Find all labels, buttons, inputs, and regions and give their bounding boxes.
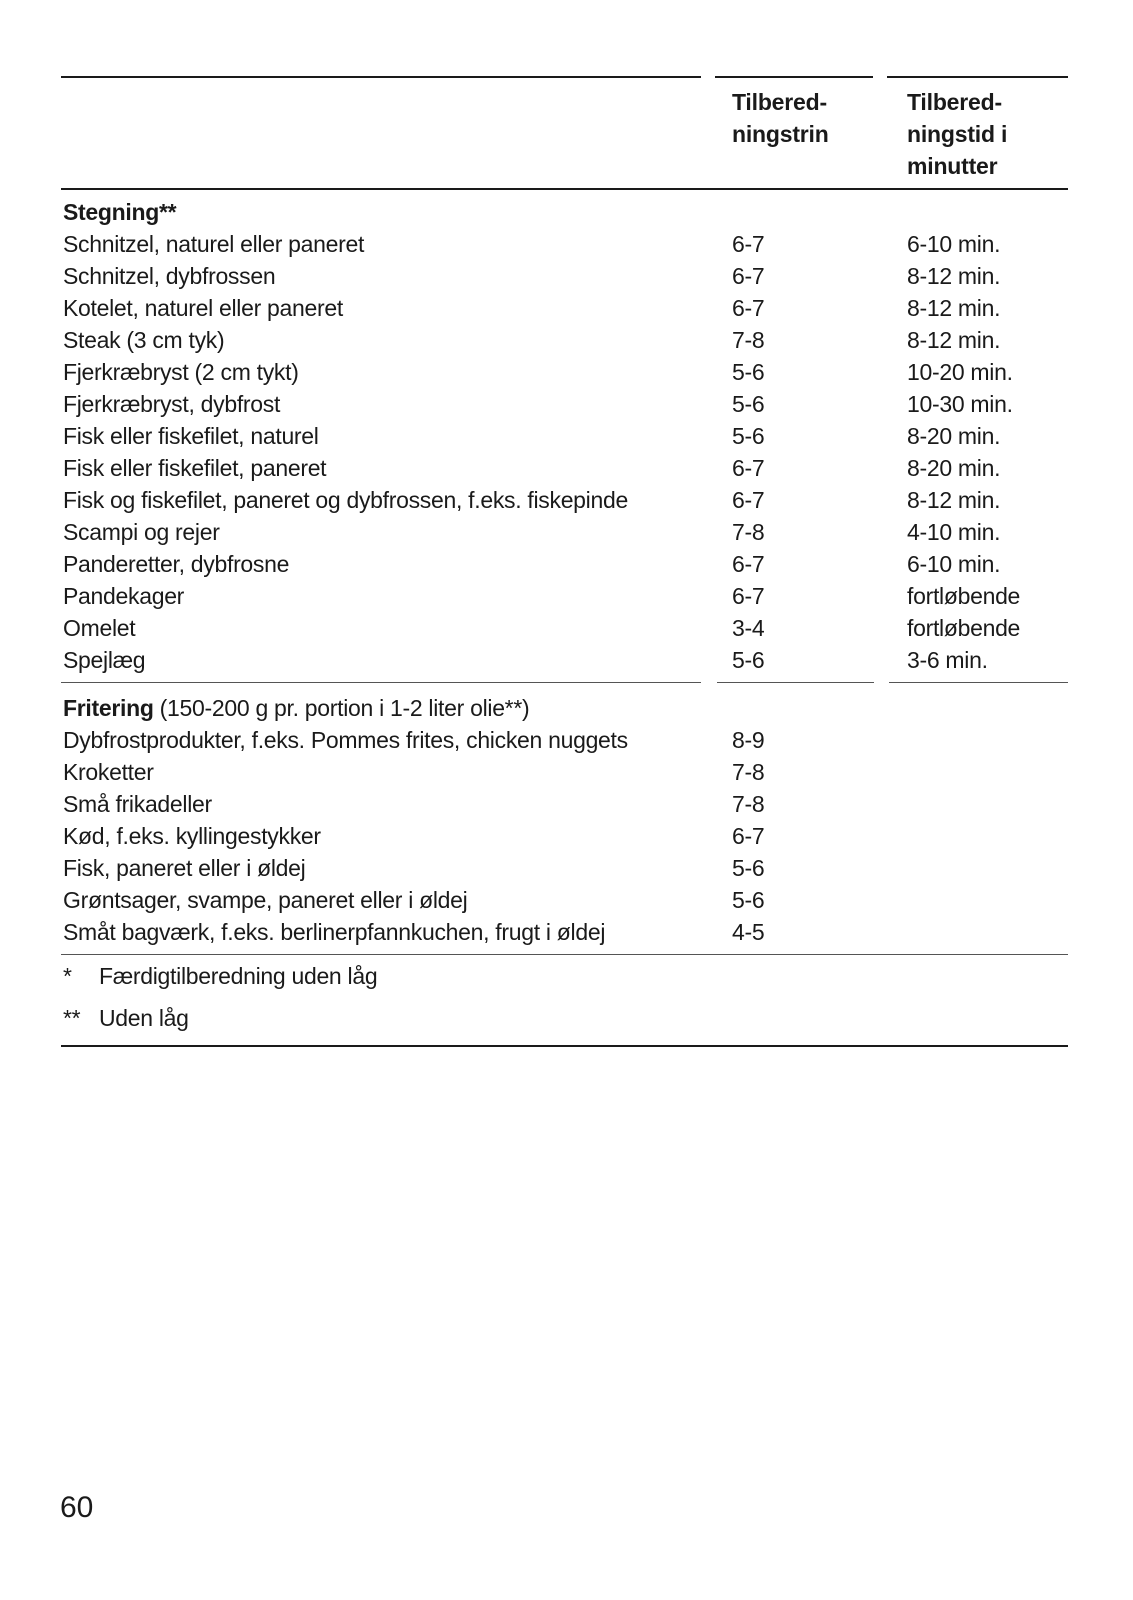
table-header	[61, 78, 1068, 190]
dish-name: Fjerkræbryst, dybfrost	[63, 391, 281, 417]
dish-name: Kød, f.eks. kyllingestykker	[63, 823, 321, 849]
cooking-level: 5-6	[732, 423, 765, 449]
table-row	[61, 324, 1068, 356]
dish-name: Grøntsager, svampe, paneret eller i øldej	[63, 887, 468, 913]
dish-name: Steak (3 cm tyk)	[63, 327, 225, 353]
dish-name: Kroketter	[63, 759, 154, 785]
section-title: Stegning**	[63, 199, 177, 225]
header-column-gap	[873, 76, 887, 78]
table-row	[61, 548, 1068, 580]
cooking-time: 8-12 min.	[907, 295, 1001, 321]
cooking-level: 3-4	[732, 615, 765, 641]
table-bottom-rule	[61, 1045, 1068, 1047]
cooking-level: 7-8	[732, 519, 765, 545]
cooking-level: 6-7	[732, 551, 765, 577]
cooking-time: 8-12 min.	[907, 487, 1001, 513]
dish-name: Scampi og rejer	[63, 519, 220, 545]
cooking-level: 5-6	[732, 391, 765, 417]
section-deep-frying	[61, 682, 1068, 948]
cooking-level: 8-9	[732, 727, 765, 753]
cooking-level: 6-7	[732, 263, 765, 289]
cooking-level: 6-7	[732, 231, 765, 257]
table-row	[61, 724, 1068, 756]
cooking-level: 5-6	[732, 359, 765, 385]
table-row	[61, 644, 1068, 676]
cooking-time: 6-10 min.	[907, 231, 1001, 257]
section-frying	[61, 190, 1068, 676]
section-note: (150-200 g pr. portion i 1-2 liter olie**)	[153, 695, 530, 721]
table-row	[61, 884, 1068, 916]
table-row	[61, 580, 1068, 612]
header-cooking-level-line: ningstrin	[732, 121, 829, 147]
cooking-time: 10-30 min.	[907, 391, 1013, 417]
dish-name: Små frikadeller	[63, 791, 212, 817]
cooking-level: 4-5	[732, 919, 765, 945]
table-row	[61, 788, 1068, 820]
cooking-level: 5-6	[732, 855, 765, 881]
cooking-time: fortløbende	[907, 583, 1021, 609]
dish-name: Dybfrostprodukter, f.eks. Pommes frites, chicken nuggets	[63, 727, 628, 753]
cooking-time: 4-10 min.	[907, 519, 1001, 545]
header-cooking-time-line: minutter	[907, 153, 998, 179]
cooking-time: 8-12 min.	[907, 263, 1001, 289]
dish-name: Panderetter, dybfrosne	[63, 551, 290, 577]
cooking-time: 3-6 min.	[907, 647, 988, 673]
dish-name: Småt bagværk, f.eks. berlinerpfannkuchen, frugt i øldej	[63, 919, 606, 945]
dish-name: Fjerkræbryst (2 cm tykt)	[63, 359, 299, 385]
cooking-level: 6-7	[732, 583, 765, 609]
section-title: Fritering	[63, 695, 154, 721]
cooking-time: 10-20 min.	[907, 359, 1013, 385]
footnotes	[61, 954, 1068, 1045]
header-cooking-time-line: Tilbered-	[907, 89, 1002, 115]
header-cooking-level	[732, 86, 829, 150]
table-row	[61, 292, 1068, 324]
cooking-table	[61, 76, 1068, 1047]
header-cooking-level-line: Tilbered-	[732, 89, 827, 115]
dish-name: Fisk, paneret eller i øldej	[63, 855, 306, 881]
table-row	[61, 452, 1068, 484]
footnote-text: Færdigtilberedning uden låg	[99, 963, 378, 989]
cooking-time: fortløbende	[907, 615, 1021, 641]
footnote-mark: **	[63, 1005, 81, 1031]
cooking-level: 7-8	[732, 791, 765, 817]
table-row	[61, 228, 1068, 260]
header-cooking-time	[907, 86, 1007, 182]
table-row	[61, 516, 1068, 548]
cooking-time: 8-20 min.	[907, 423, 1001, 449]
cooking-level: 7-8	[732, 327, 765, 353]
footnote-text: Uden låg	[99, 1005, 189, 1031]
table-row	[61, 484, 1068, 516]
table-row	[61, 388, 1068, 420]
cooking-time: 8-20 min.	[907, 455, 1001, 481]
cooking-level: 5-6	[732, 647, 765, 673]
cooking-level: 6-7	[732, 295, 765, 321]
cooking-time: 6-10 min.	[907, 551, 1001, 577]
cooking-level: 6-7	[732, 455, 765, 481]
dish-name: Omelet	[63, 615, 136, 641]
page-number: 60	[60, 1491, 94, 1524]
cooking-time: 8-12 min.	[907, 327, 1001, 353]
footnote-mark: *	[63, 963, 72, 989]
cooking-level: 6-7	[732, 487, 765, 513]
cooking-level: 6-7	[732, 823, 765, 849]
table-row	[61, 356, 1068, 388]
dish-name: Schnitzel, naturel eller paneret	[63, 231, 365, 257]
section-heading	[63, 692, 529, 724]
table-row	[61, 260, 1068, 292]
table-row	[61, 916, 1068, 948]
dish-name: Schnitzel, dybfrossen	[63, 263, 276, 289]
cooking-level: 7-8	[732, 759, 765, 785]
footnote	[61, 1003, 1068, 1045]
dish-name: Spejlæg	[63, 647, 146, 673]
table-row	[61, 852, 1068, 884]
header-cooking-time-line: ningstid i	[907, 121, 1008, 147]
section-title-row	[61, 692, 1068, 724]
table-row	[61, 820, 1068, 852]
cooking-level: 5-6	[732, 887, 765, 913]
table-row	[61, 420, 1068, 452]
table-row	[61, 756, 1068, 788]
dish-name: Fisk og fiskefilet, paneret og dybfrossen, f.eks. fiskepinde	[63, 487, 628, 513]
header-column-gap	[701, 76, 715, 78]
dish-name: Fisk eller fiskefilet, naturel	[63, 423, 319, 449]
table-row	[61, 612, 1068, 644]
dish-name: Fisk eller fiskefilet, paneret	[63, 455, 327, 481]
dish-name: Kotelet, naturel eller paneret	[63, 295, 343, 321]
section-title-row	[61, 196, 1068, 228]
dish-name: Pandekager	[63, 583, 185, 609]
footnote	[61, 961, 1068, 1003]
